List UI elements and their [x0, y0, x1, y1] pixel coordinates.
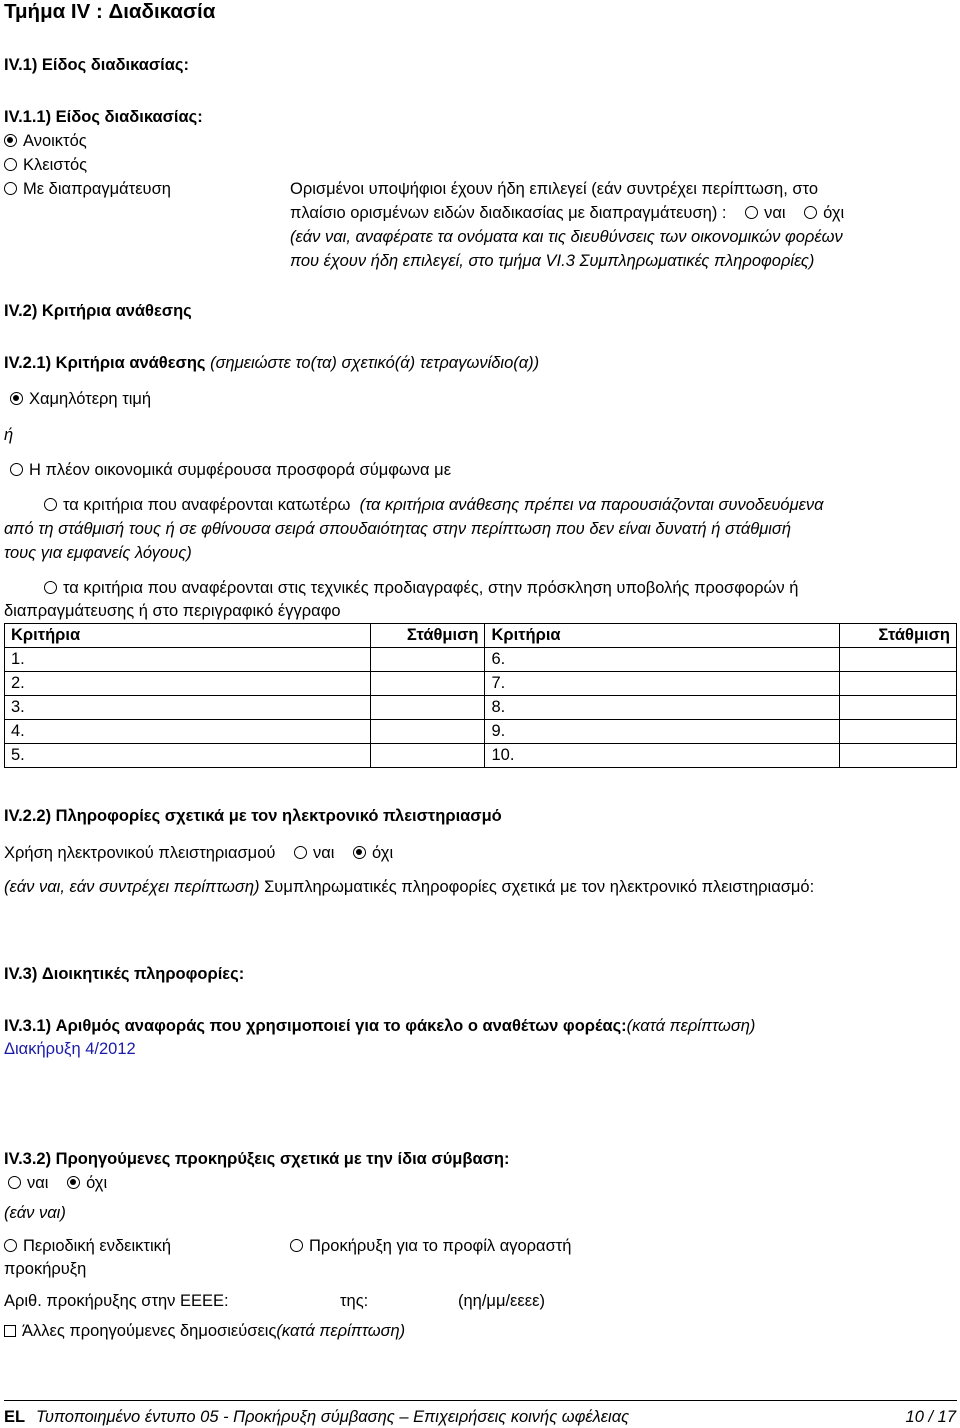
- table-cell: 7.: [485, 672, 840, 696]
- option-criteria-below[interactable]: τα κριτήρια που αναφέρονται κατωτέρω (τα κριτήρια ανάθεσης πρέπει να παρουσιάζονται συνοδευόμενα: [44, 494, 824, 516]
- iv1-1-heading: IV.1.1) Είδος διαδικασίας:: [4, 108, 203, 126]
- if-yes-label: (εάν ναι): [4, 1204, 66, 1222]
- option-negotiated[interactable]: Με διαπραγμάτευση: [4, 178, 171, 200]
- eauction-no-radio[interactable]: [353, 846, 366, 859]
- table-row: [5, 648, 957, 672]
- table-cell: 8.: [485, 696, 840, 720]
- table-cell: 3.: [5, 696, 371, 720]
- ojeu-number-label: Αριθ. προκήρυξης στην ΕΕΕΕ:: [4, 1292, 229, 1310]
- checkbox-icon[interactable]: [4, 1325, 16, 1337]
- table-row: [5, 720, 957, 744]
- radio-empty-icon[interactable]: [4, 158, 17, 171]
- negotiation-yes-radio[interactable]: [745, 206, 758, 219]
- table-cell: 10.: [485, 744, 840, 768]
- option-buyer-profile[interactable]: Προκήρυξη για το προφίλ αγοραστή: [290, 1235, 571, 1257]
- table-cell: [370, 648, 485, 672]
- negotiation-italic-line1: (εάν ναι, αναφέρατε τα ονόματα και τις διευθύνσεις των οικονομικών φορέων: [290, 228, 843, 246]
- radio-empty-icon[interactable]: [4, 1239, 17, 1252]
- criteria-below-italic2: από τη στάθμισή τους ή σε φθίνουσα σειρά σπουδαιότητας στην περίπτωση που δεν είναι δυνατή ή στάθμισή: [4, 520, 792, 538]
- table-cell: [840, 720, 957, 744]
- iv3-1-heading: IV.3.1) Αριθμός αναφοράς που χρησιμοποιεί για το φάκελο ο αναθέτων φορέας:(κατά περίπτωση): [4, 1017, 756, 1035]
- table-cell: 6.: [485, 648, 840, 672]
- negotiation-note-line2: πλαίσιο ορισμένων ειδών διαδικασίας με διαπραγμάτευση) : ναι όχι: [290, 204, 845, 222]
- prior-notice-row: ναι όχι: [8, 1172, 107, 1194]
- date-format-label: (ηη/μμ/εεεε): [458, 1292, 545, 1310]
- section-title: Τμήμα IV : Διαδικασία: [4, 0, 216, 23]
- option-lowest-price[interactable]: Χαμηλότερη τιμή: [10, 388, 151, 410]
- iv2-1-heading: IV.2.1) Κριτήρια ανάθεσης (σημειώστε το(τα) σχετικό(ά) τετραγωνίδιο(α)): [4, 354, 540, 372]
- radio-empty-icon[interactable]: [290, 1239, 303, 1252]
- eauction-yes-radio[interactable]: [294, 846, 307, 859]
- option-restricted[interactable]: Κλειστός: [4, 154, 87, 176]
- radio-selected-icon[interactable]: [4, 134, 17, 147]
- table-row: [5, 744, 957, 768]
- eauction-heading: IV.2.2) Πληροφορίες σχετικά με τον ηλεκτρονικό πλειστηριασμό: [4, 807, 502, 825]
- of-label: της:: [340, 1292, 369, 1310]
- option-other-prior[interactable]: Άλλες προηγούμενες δημοσιεύσεις(κατά περίπτωση): [4, 1320, 405, 1342]
- footer-page: 10 / 17: [905, 1408, 956, 1426]
- table-cell: [370, 744, 485, 768]
- iv2-heading: IV.2) Κριτήρια ανάθεσης: [4, 302, 192, 320]
- criteria-spec-line2: διαπραγμάτευσης ή στο περιγραφικό έγγραφο: [4, 602, 341, 620]
- negotiation-note-line1: Ορισμένοι υποψήφιοι έχουν ήδη επιλεγεί (εάν συντρέχει περίπτωση, στο: [290, 180, 819, 198]
- iv3-heading: IV.3) Διοικητικές πληροφορίες:: [4, 965, 245, 983]
- iv1-heading: IV.1) Είδος διαδικασίας:: [4, 56, 189, 74]
- negotiation-no-radio[interactable]: [804, 206, 817, 219]
- radio-empty-icon[interactable]: [4, 182, 17, 195]
- option-meat[interactable]: Η πλέον οικονομικά συμφέρουσα προσφορά σύμφωνα με: [10, 459, 451, 481]
- table-cell: 9.: [485, 720, 840, 744]
- table-cell: [840, 696, 957, 720]
- table-row: [5, 672, 957, 696]
- table-cell: 5.: [5, 744, 371, 768]
- table-header: Στάθμιση: [370, 624, 485, 648]
- option-periodic-notice[interactable]: Περιοδική ενδεικτική: [4, 1235, 171, 1257]
- iv3-2-heading: IV.3.2) Προηγούμενες προκηρύξεις σχετικά με την ίδια σύμβαση:: [4, 1150, 510, 1168]
- table-cell: 2.: [5, 672, 371, 696]
- prior-yes-radio[interactable]: [8, 1176, 21, 1189]
- table-cell: [370, 720, 485, 744]
- criteria-table: [4, 623, 957, 768]
- table-header: Κριτήρια: [485, 624, 840, 648]
- radio-empty-icon[interactable]: [44, 581, 57, 594]
- footer-lang: EL: [4, 1408, 26, 1426]
- table-cell: 1.: [5, 648, 371, 672]
- reference-number: Διακήρυξη 4/2012: [4, 1040, 136, 1058]
- table-cell: 4.: [5, 720, 371, 744]
- prior-no-radio[interactable]: [67, 1176, 80, 1189]
- option-criteria-spec[interactable]: τα κριτήρια που αναφέρονται στις τεχνικές προδιαγραφές, στην πρόσκληση υποβολής προσφορών ή: [44, 577, 798, 599]
- table-header: Κριτήρια: [5, 624, 371, 648]
- footer-form: Τυποποιημένο έντυπο 05 - Προκήρυξη σύμβασης – Επιχειρήσεις κοινής ωφέλειας: [36, 1408, 630, 1426]
- or-label: ή: [4, 426, 14, 444]
- table-cell: [370, 672, 485, 696]
- table-header: Στάθμιση: [840, 624, 957, 648]
- radio-selected-icon[interactable]: [10, 392, 23, 405]
- table-cell: [840, 648, 957, 672]
- eauction-use-row: Χρήση ηλεκτρονικού πλειστηριασμού ναι όχι: [4, 844, 394, 862]
- table-cell: [840, 744, 957, 768]
- table-row: [5, 696, 957, 720]
- negotiation-italic-line2: που έχουν ήδη επιλεγεί, στο τμήμα VI.3 Συμπληρωματικές πληροφορίες): [290, 252, 815, 270]
- radio-empty-icon[interactable]: [44, 498, 57, 511]
- eauction-info: (εάν ναι, εάν συντρέχει περίπτωση) Συμπληρωματικές πληροφορίες σχετικά με τον ηλεκτρονικό πλειστηριασμό:: [4, 878, 815, 896]
- periodic-notice-line2: προκήρυξη: [4, 1260, 87, 1278]
- table-cell: [840, 672, 957, 696]
- footer-rule: [4, 1400, 957, 1401]
- table-header-row: [5, 624, 957, 648]
- table-cell: [370, 696, 485, 720]
- option-open[interactable]: Ανοικτός: [4, 130, 87, 152]
- criteria-below-italic3: τους για εμφανείς λόγους): [4, 544, 192, 562]
- radio-empty-icon[interactable]: [10, 463, 23, 476]
